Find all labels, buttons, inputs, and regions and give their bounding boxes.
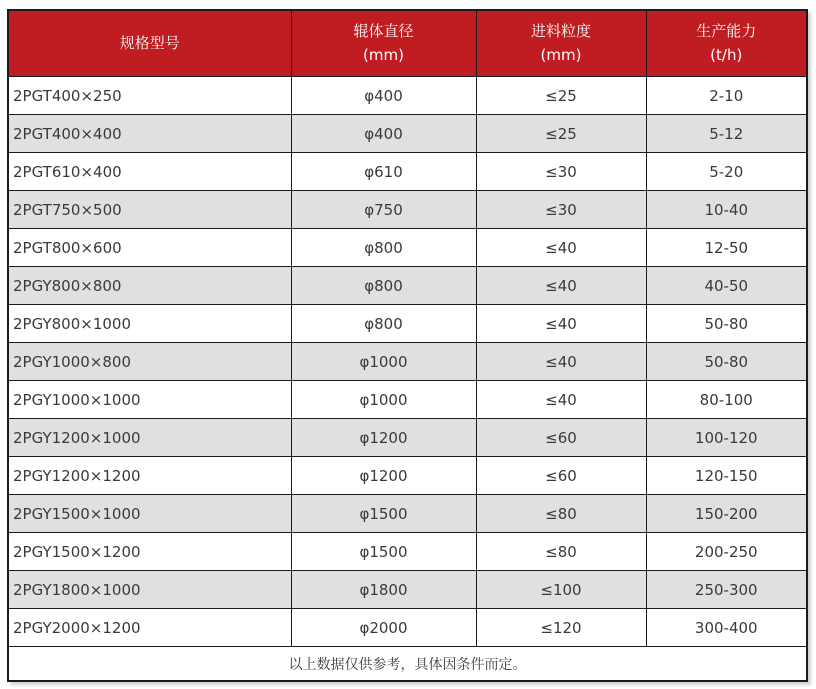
diameter-cell: φ1000 [291,381,476,419]
capacity-cell: 2-10 [646,77,807,115]
model-cell: 2PGY2000×1200 [8,609,291,647]
capacity-cell: 5-12 [646,115,807,153]
model-cell: 2PGY1500×1000 [8,495,291,533]
capacity-cell: 120-150 [646,457,807,495]
table-row [8,381,807,419]
diameter-cell: φ2000 [291,609,476,647]
capacity-cell: 50-80 [646,343,807,381]
model-cell: 2PGY800×1000 [8,305,291,343]
feed-size-cell: ≤40 [476,267,646,305]
table-row [8,305,807,343]
feed-size-cell: ≤30 [476,153,646,191]
feed-size-cell: ≤40 [476,343,646,381]
model-cell: 2PGT610×400 [8,153,291,191]
diameter-cell: φ800 [291,305,476,343]
feed-size-cell: ≤100 [476,571,646,609]
diameter-cell: φ800 [291,229,476,267]
model-cell: 2PGY1200×1200 [8,457,291,495]
table-row [8,533,807,571]
capacity-cell: 80-100 [646,381,807,419]
feed-size-cell: ≤60 [476,419,646,457]
header-capacity-unit: (t/h) [710,45,743,64]
model-cell: 2PGT400×250 [8,77,291,115]
capacity-cell: 40-50 [646,267,807,305]
table-row [8,191,807,229]
feed-size-cell: ≤80 [476,533,646,571]
model-cell: 2PGY1500×1200 [8,533,291,571]
table-row [8,115,807,153]
diameter-cell: φ400 [291,115,476,153]
capacity-cell: 150-200 [646,495,807,533]
capacity-cell: 300-400 [646,609,807,647]
diameter-cell: φ750 [291,191,476,229]
diameter-cell: φ800 [291,267,476,305]
table-row [8,229,807,267]
header-capacity-title: 生产能力 [696,22,757,41]
header-cell-diameter [291,10,476,77]
model-cell: 2PGT750×500 [8,191,291,229]
capacity-cell: 100-120 [646,419,807,457]
footer-note: 以上数据仅供参考，具体因条件而定。 [8,647,807,682]
feed-size-cell: ≤40 [476,229,646,267]
table-row [8,609,807,647]
diameter-cell: φ1500 [291,495,476,533]
model-cell: 2PGY1800×1000 [8,571,291,609]
table-row [8,343,807,381]
feed-size-cell: ≤25 [476,115,646,153]
capacity-cell: 12-50 [646,229,807,267]
table-row [8,267,807,305]
header-cell-model [8,10,291,77]
diameter-cell: φ610 [291,153,476,191]
footer-row [8,647,807,682]
diameter-cell: φ1800 [291,571,476,609]
spec-table [7,9,808,682]
capacity-cell: 5-20 [646,153,807,191]
header-diameter-title: 辊体直径 [353,22,414,41]
table-body [8,77,807,647]
header-cell-feed-size [476,10,646,77]
diameter-cell: φ1200 [291,419,476,457]
capacity-cell: 10-40 [646,191,807,229]
table-row [8,457,807,495]
feed-size-cell: ≤25 [476,77,646,115]
capacity-cell: 200-250 [646,533,807,571]
header-feed-size-title: 进料粒度 [530,22,591,41]
header-diameter-unit: (mm) [363,45,404,64]
capacity-cell: 250-300 [646,571,807,609]
model-cell: 2PGY1200×1000 [8,419,291,457]
model-cell: 2PGY800×800 [8,267,291,305]
table-row [8,571,807,609]
feed-size-cell: ≤40 [476,381,646,419]
diameter-cell: φ400 [291,77,476,115]
feed-size-cell: ≤60 [476,457,646,495]
table-row [8,419,807,457]
diameter-cell: φ1500 [291,533,476,571]
diameter-cell: φ1000 [291,343,476,381]
feed-size-cell: ≤80 [476,495,646,533]
capacity-cell: 50-80 [646,305,807,343]
table-row [8,77,807,115]
model-cell: 2PGT400×400 [8,115,291,153]
table-row [8,495,807,533]
header-row [8,10,807,77]
feed-size-cell: ≤120 [476,609,646,647]
diameter-cell: φ1200 [291,457,476,495]
table-row [8,153,807,191]
header-cell-capacity [646,10,807,77]
model-cell: 2PGY1000×800 [8,343,291,381]
feed-size-cell: ≤30 [476,191,646,229]
model-cell: 2PGT800×600 [8,229,291,267]
model-cell: 2PGY1000×1000 [8,381,291,419]
feed-size-cell: ≤40 [476,305,646,343]
header-feed-size-unit: (mm) [540,45,582,64]
header-model-title: 规格型号 [119,33,180,52]
